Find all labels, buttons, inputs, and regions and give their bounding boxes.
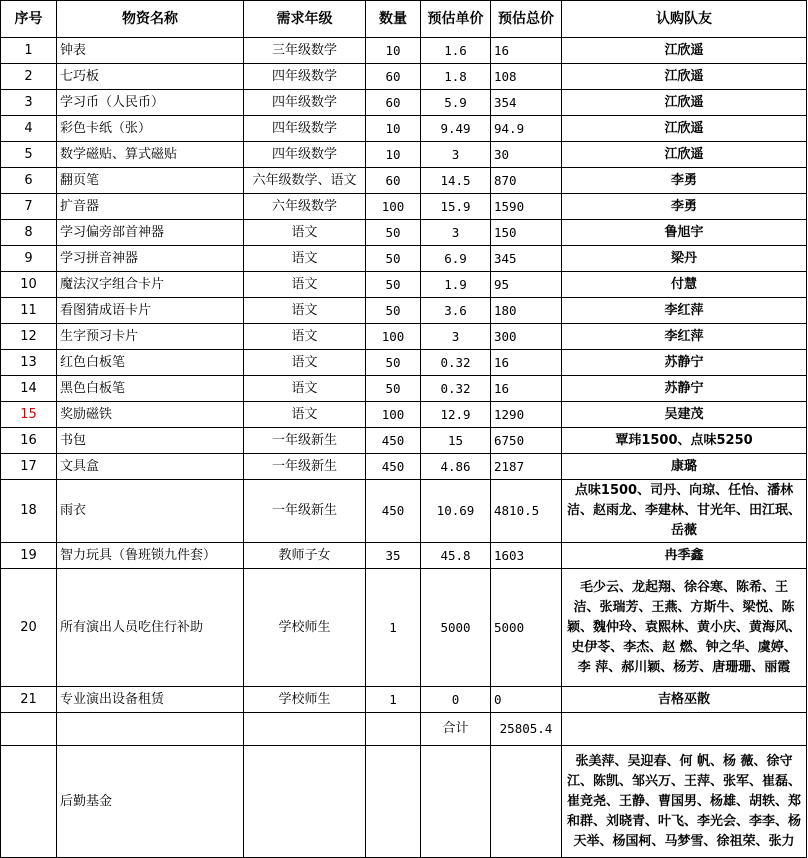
row-grade: 教师子女 xyxy=(244,543,366,569)
row-item-name: 魔法汉字组合卡片 xyxy=(57,272,244,298)
row-seq: 9 xyxy=(1,246,57,272)
row-team: 梁丹 xyxy=(562,246,807,272)
row-qty: 50 xyxy=(366,220,421,246)
row-total-price: 16 xyxy=(491,350,562,376)
row-seq: 16 xyxy=(1,428,57,454)
table-row xyxy=(1,220,807,246)
table-row xyxy=(1,324,807,350)
row-grade: 四年级数学 xyxy=(244,90,366,116)
table-row xyxy=(1,168,807,194)
row-team: 江欣遥 xyxy=(562,90,807,116)
row-unit-price: 4.86 xyxy=(421,454,491,480)
table-row xyxy=(1,38,807,64)
row-item-name: 奖励磁铁 xyxy=(57,402,244,428)
table-row xyxy=(1,194,807,220)
row-unit-price: 1.9 xyxy=(421,272,491,298)
row-qty: 50 xyxy=(366,272,421,298)
row-item-name: 书包 xyxy=(57,428,244,454)
row-qty: 60 xyxy=(366,64,421,90)
row-seq: 20 xyxy=(1,569,57,687)
row-item-name: 学习币（人民币） xyxy=(57,90,244,116)
row-unit-price: 5000 xyxy=(421,569,491,687)
row-qty: 60 xyxy=(366,168,421,194)
row-grade: 学校师生 xyxy=(244,569,366,687)
row-qty: 450 xyxy=(366,454,421,480)
row-team: 吴建茂 xyxy=(562,402,807,428)
row-seq: 11 xyxy=(1,298,57,324)
row-total-price: 94.9 xyxy=(491,116,562,142)
row-team: 苏静宁 xyxy=(562,350,807,376)
sum-label: 合计 xyxy=(421,713,491,746)
header-item: 物资名称 xyxy=(57,1,244,38)
row-grade: 语文 xyxy=(244,350,366,376)
row-item-name: 雨衣 xyxy=(57,480,244,543)
row-grade: 一年级新生 xyxy=(244,428,366,454)
row-qty: 10 xyxy=(366,142,421,168)
row-total-price: 300 xyxy=(491,324,562,350)
table-row xyxy=(1,543,807,569)
row-team: 付慧 xyxy=(562,272,807,298)
table-row xyxy=(1,90,807,116)
row-unit-price: 10.69 xyxy=(421,480,491,543)
header-team: 认购队友 xyxy=(562,1,807,38)
row-team: 李勇 xyxy=(562,194,807,220)
row-qty: 50 xyxy=(366,246,421,272)
sum-item-cell xyxy=(57,713,244,746)
row-grade: 一年级新生 xyxy=(244,480,366,543)
row-qty: 450 xyxy=(366,428,421,454)
row-unit-price: 15 xyxy=(421,428,491,454)
row-grade: 语文 xyxy=(244,272,366,298)
row-total-price: 5000 xyxy=(491,569,562,687)
row-seq: 14 xyxy=(1,376,57,402)
row-unit-price: 0 xyxy=(421,687,491,713)
header-seq: 序号 xyxy=(1,1,57,38)
row-item-name: 翻页笔 xyxy=(57,168,244,194)
row-qty: 100 xyxy=(366,194,421,220)
table-row xyxy=(1,272,807,298)
row-grade: 语文 xyxy=(244,324,366,350)
row-total-price: 1603 xyxy=(491,543,562,569)
row-grade: 语文 xyxy=(244,402,366,428)
row-team: 康璐 xyxy=(562,454,807,480)
row-team: 江欣遥 xyxy=(562,38,807,64)
row-unit-price: 0.32 xyxy=(421,350,491,376)
row-total-price: 180 xyxy=(491,298,562,324)
row-qty: 60 xyxy=(366,90,421,116)
row-grade: 四年级数学 xyxy=(244,142,366,168)
row-team: 苏静宁 xyxy=(562,376,807,402)
row-total-price: 95 xyxy=(491,272,562,298)
table-row xyxy=(1,569,807,687)
row-team: 覃玮1500、点味5250 xyxy=(562,428,807,454)
row-seq: 5 xyxy=(1,142,57,168)
row-grade: 语文 xyxy=(244,298,366,324)
sum-qty-cell xyxy=(366,713,421,746)
table-row xyxy=(1,246,807,272)
row-team: 吉格巫散 xyxy=(562,687,807,713)
row-seq: 12 xyxy=(1,324,57,350)
row-unit-price: 3.6 xyxy=(421,298,491,324)
row-total-price: 16 xyxy=(491,376,562,402)
row-team: 李勇 xyxy=(562,168,807,194)
table-row xyxy=(1,64,807,90)
row-grade: 四年级数学 xyxy=(244,116,366,142)
row-item-name: 学习偏旁部首神器 xyxy=(57,220,244,246)
row-qty: 50 xyxy=(366,298,421,324)
row-seq: 19 xyxy=(1,543,57,569)
row-item-name: 看图猜成语卡片 xyxy=(57,298,244,324)
row-team: 鲁旭宇 xyxy=(562,220,807,246)
row-unit-price: 5.9 xyxy=(421,90,491,116)
row-qty: 10 xyxy=(366,38,421,64)
row-team: 江欣遥 xyxy=(562,116,807,142)
header-unit-price: 预估单价 xyxy=(421,1,491,38)
row-seq: 17 xyxy=(1,454,57,480)
row-total-price: 1290 xyxy=(491,402,562,428)
row-total-price: 354 xyxy=(491,90,562,116)
row-total-price: 2187 xyxy=(491,454,562,480)
row-unit-price: 3 xyxy=(421,142,491,168)
row-item-name: 文具盒 xyxy=(57,454,244,480)
row-item-name: 钟表 xyxy=(57,38,244,64)
row-unit-price: 6.9 xyxy=(421,246,491,272)
row-seq: 21 xyxy=(1,687,57,713)
row-total-price: 1590 xyxy=(491,194,562,220)
table-row xyxy=(1,298,807,324)
row-item-name: 生字预习卡片 xyxy=(57,324,244,350)
header-row xyxy=(1,1,807,38)
row-unit-price: 1.6 xyxy=(421,38,491,64)
row-item-name: 红色白板笔 xyxy=(57,350,244,376)
row-grade: 六年级数学 xyxy=(244,194,366,220)
row-grade: 学校师生 xyxy=(244,687,366,713)
row-seq: 8 xyxy=(1,220,57,246)
row-team: 冉季鑫 xyxy=(562,543,807,569)
sum-value: 25805.4 xyxy=(491,713,562,746)
row-total-price: 870 xyxy=(491,168,562,194)
row-unit-price: 1.8 xyxy=(421,64,491,90)
sum-team-cell xyxy=(562,713,807,746)
fund-row xyxy=(1,746,807,858)
table-row xyxy=(1,402,807,428)
row-seq: 7 xyxy=(1,194,57,220)
table-row xyxy=(1,480,807,543)
row-seq: 2 xyxy=(1,64,57,90)
row-grade: 一年级新生 xyxy=(244,454,366,480)
row-qty: 1 xyxy=(366,569,421,687)
row-total-price: 0 xyxy=(491,687,562,713)
fund-seq-cell xyxy=(1,746,57,858)
row-item-name: 黑色白板笔 xyxy=(57,376,244,402)
row-team: 李红萍 xyxy=(562,298,807,324)
row-seq: 15 xyxy=(1,402,57,428)
row-seq: 1 xyxy=(1,38,57,64)
fund-team: 张美萍、吴迎春、何 帆、杨 薇、徐守江、陈凯、邹兴万、王萍、张军、崔磊、崔竞尧、王静、曹国男、杨雄、胡轶、郑和群、刘晓青、叶飞、李光会、李李、杨天举、杨国柯、马梦雪、徐祖荣、张力 xyxy=(562,746,807,858)
row-seq: 3 xyxy=(1,90,57,116)
row-qty: 1 xyxy=(366,687,421,713)
row-qty: 10 xyxy=(366,116,421,142)
fund-qty-cell xyxy=(366,746,421,858)
row-total-price: 6750 xyxy=(491,428,562,454)
table-row xyxy=(1,428,807,454)
fund-unit-cell xyxy=(421,746,491,858)
row-unit-price: 9.49 xyxy=(421,116,491,142)
row-total-price: 30 xyxy=(491,142,562,168)
row-team: 毛少云、龙起翔、徐谷寒、陈希、王 洁、张瑞芳、王燕、方斯牛、梁悦、陈 颖、魏仲玲、袁熙林、黄小庆、黄海风、史伊苓、李杰、赵 燃、钟之华、虞婷、李 萍、郝川颖、杨芳、唐珊珊、丽霞 xyxy=(562,569,807,687)
header-total-price: 预估总价 xyxy=(491,1,562,38)
sum-row xyxy=(1,713,807,746)
sum-grade-cell xyxy=(244,713,366,746)
row-seq: 13 xyxy=(1,350,57,376)
row-total-price: 345 xyxy=(491,246,562,272)
fund-item: 后勤基金 xyxy=(57,746,244,858)
row-grade: 语文 xyxy=(244,376,366,402)
table-row xyxy=(1,454,807,480)
row-qty: 50 xyxy=(366,350,421,376)
row-seq: 18 xyxy=(1,480,57,543)
table-row xyxy=(1,350,807,376)
row-qty: 35 xyxy=(366,543,421,569)
fund-grade-cell xyxy=(244,746,366,858)
row-qty: 50 xyxy=(366,376,421,402)
row-unit-price: 0.32 xyxy=(421,376,491,402)
row-grade: 三年级数学 xyxy=(244,38,366,64)
row-unit-price: 15.9 xyxy=(421,194,491,220)
row-total-price: 108 xyxy=(491,64,562,90)
row-unit-price: 3 xyxy=(421,324,491,350)
row-item-name: 彩色卡纸（张） xyxy=(57,116,244,142)
row-total-price: 4810.5 xyxy=(491,480,562,543)
table-row xyxy=(1,142,807,168)
row-item-name: 七巧板 xyxy=(57,64,244,90)
row-seq: 4 xyxy=(1,116,57,142)
header-qty: 数量 xyxy=(366,1,421,38)
row-team: 江欣遥 xyxy=(562,64,807,90)
row-item-name: 学习拼音神器 xyxy=(57,246,244,272)
row-unit-price: 14.5 xyxy=(421,168,491,194)
row-qty: 100 xyxy=(366,402,421,428)
row-unit-price: 12.9 xyxy=(421,402,491,428)
table-row xyxy=(1,376,807,402)
row-grade: 语文 xyxy=(244,246,366,272)
row-seq: 10 xyxy=(1,272,57,298)
row-total-price: 150 xyxy=(491,220,562,246)
row-item-name: 智力玩具（鲁班锁九件套） xyxy=(57,543,244,569)
row-item-name: 专业演出设备租赁 xyxy=(57,687,244,713)
table-row xyxy=(1,687,807,713)
row-total-price: 16 xyxy=(491,38,562,64)
row-qty: 100 xyxy=(366,324,421,350)
header-grade: 需求年级 xyxy=(244,1,366,38)
table-body xyxy=(1,38,807,858)
table-row xyxy=(1,116,807,142)
row-team: 李红萍 xyxy=(562,324,807,350)
row-seq: 6 xyxy=(1,168,57,194)
row-grade: 语文 xyxy=(244,220,366,246)
row-team: 点味1500、司丹、向琼、任怡、潘林洁、赵雨龙、李建林、甘光年、田江珉、岳薇 xyxy=(562,480,807,543)
fund-total-cell xyxy=(491,746,562,858)
row-grade: 四年级数学 xyxy=(244,64,366,90)
row-item-name: 所有演出人员吃住行补助 xyxy=(57,569,244,687)
row-unit-price: 45.8 xyxy=(421,543,491,569)
row-item-name: 扩音器 xyxy=(57,194,244,220)
row-unit-price: 3 xyxy=(421,220,491,246)
row-team: 江欣遥 xyxy=(562,142,807,168)
row-item-name: 数学磁贴、算式磁贴 xyxy=(57,142,244,168)
row-qty: 450 xyxy=(366,480,421,543)
row-grade: 六年级数学、语文 xyxy=(244,168,366,194)
sum-seq-cell xyxy=(1,713,57,746)
